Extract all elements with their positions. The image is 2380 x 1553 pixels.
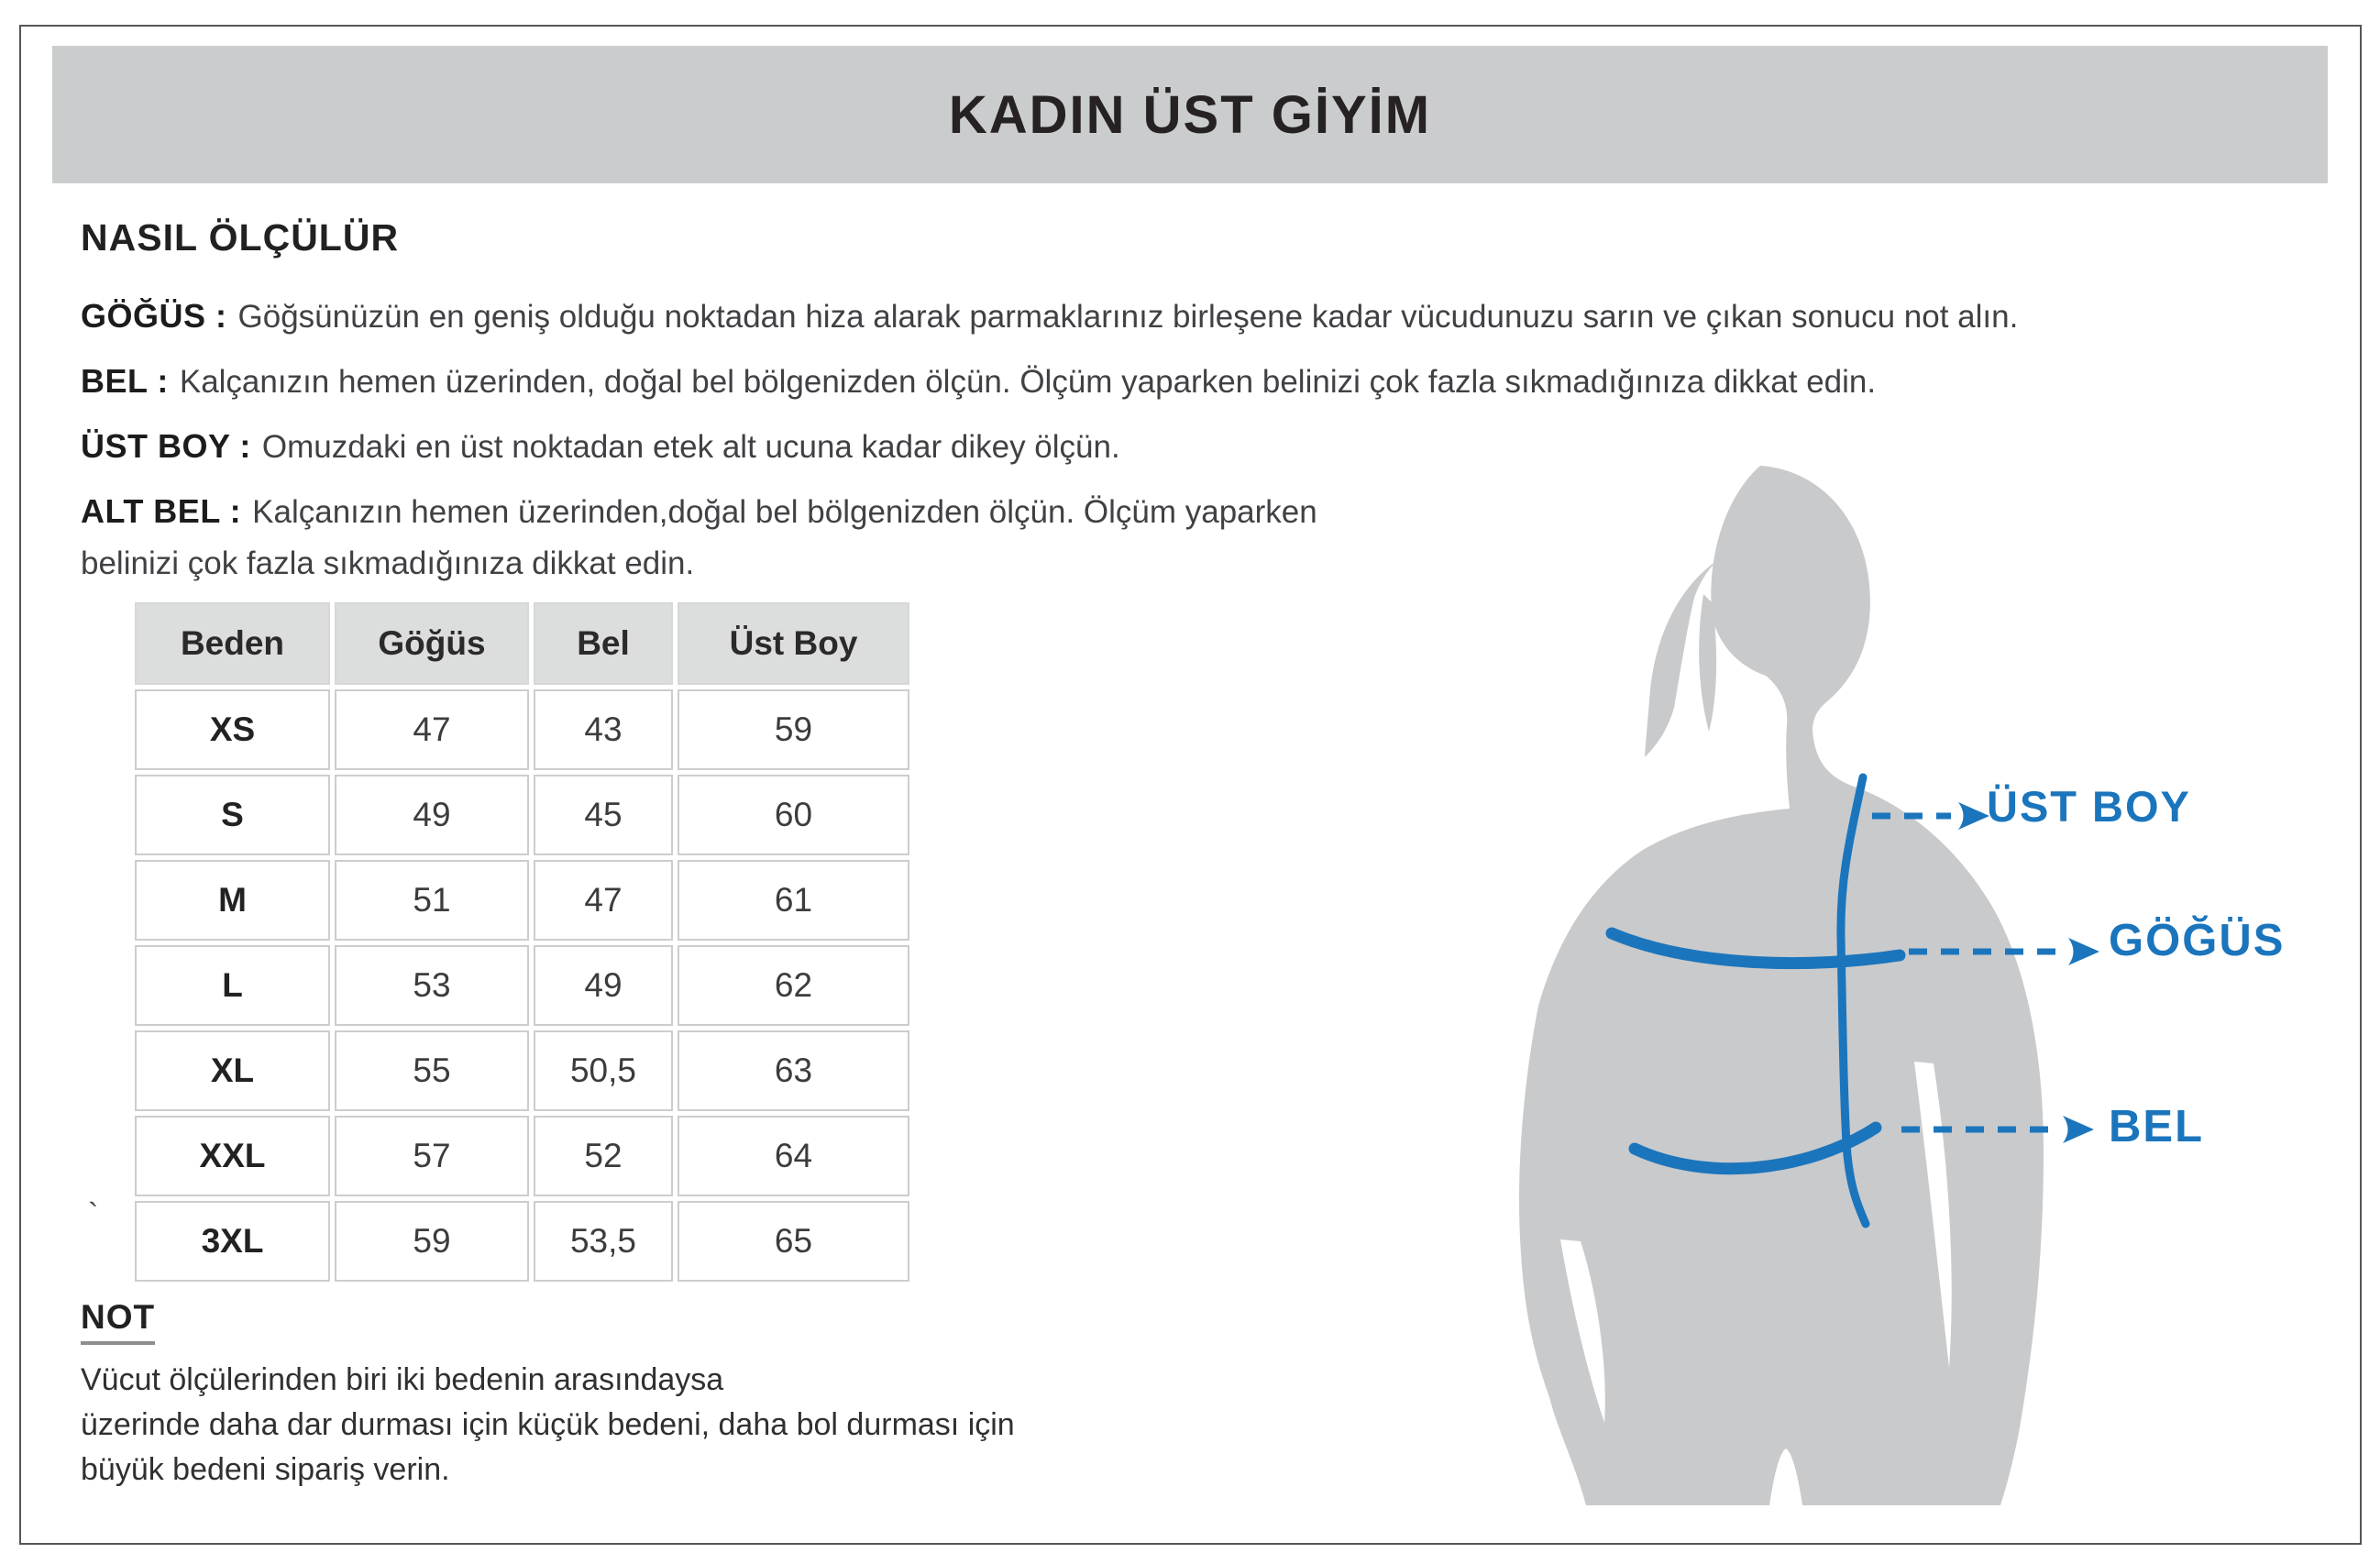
value-cell: 64 [678, 1116, 909, 1196]
title-banner [52, 46, 2328, 183]
ust-boy-label: ÜST BOY [1987, 782, 2191, 831]
ust-boy-arrowhead [1958, 802, 1989, 830]
header-ustboy: Üst Boy [678, 602, 909, 685]
table-row [135, 1116, 909, 1196]
value-cell: 63 [678, 1030, 909, 1111]
note-heading: NOT [81, 1298, 155, 1345]
header-bel: Bel [534, 602, 673, 685]
value-cell: 47 [335, 689, 529, 770]
note-line: üzerinde daha dar durması için küçük bedeni, daha bol durması için [81, 1407, 1015, 1442]
value-cell: 60 [678, 775, 909, 855]
measure-label: ÜST BOY : [81, 427, 251, 465]
table-row [135, 860, 909, 941]
header-gogus: Göğüs [335, 602, 529, 685]
note-line: büyük bedeni sipariş verin. [81, 1452, 450, 1487]
value-cell: 49 [335, 775, 529, 855]
stray-mark: ` [88, 1197, 99, 1232]
bel-label: BEL [2109, 1102, 2204, 1151]
value-cell: 57 [335, 1116, 529, 1196]
how-to-heading: NASIL ÖLÇÜLÜR [81, 216, 400, 259]
size-cell: M [135, 860, 330, 941]
table-row [135, 1201, 909, 1282]
measure-row-bel [81, 356, 2336, 408]
bel-arrowhead [2063, 1116, 2094, 1143]
size-cell: XS [135, 689, 330, 770]
measure-text: Kalçanızın hemen üzerinden, doğal bel bölgenizden ölçün. Ölçüm yaparken belinizi çok fazla sıkmadığınıza dikkat edin. [179, 364, 1877, 400]
value-cell: 47 [534, 860, 673, 941]
value-cell: 50,5 [534, 1030, 673, 1111]
size-cell: XL [135, 1030, 330, 1111]
value-cell: 53 [335, 945, 529, 1026]
table-row [135, 1030, 909, 1111]
measure-label: BEL : [81, 362, 169, 400]
measure-label: GÖĞÜS : [81, 297, 227, 335]
size-cell: L [135, 945, 330, 1026]
value-cell: 45 [534, 775, 673, 855]
figure-illustration [1449, 449, 2365, 1513]
measure-text: Göğsünüzün en geniş olduğu noktadan hiza alarak parmaklarınız birleşene kadar vücudunuzu sarın ve çıkan sonucu not alın. [237, 299, 2019, 335]
gogus-arrowhead [2068, 938, 2099, 965]
table-row [135, 689, 909, 770]
measure-label: ALT BEL : [81, 492, 242, 530]
note-line: Vücut ölçülerinden biri iki bedenin arasındaysa [81, 1362, 724, 1397]
table-header-row [135, 602, 909, 685]
measure-text-line2: belinizi çok fazla sıkmadığınıza dikkat edin. [81, 545, 695, 581]
gogus-label: GÖĞÜS [2109, 916, 2286, 965]
value-cell: 59 [678, 689, 909, 770]
value-cell: 49 [534, 945, 673, 1026]
value-cell: 61 [678, 860, 909, 941]
size-cell: 3XL [135, 1201, 330, 1282]
value-cell: 55 [335, 1030, 529, 1111]
header-beden: Beden [135, 602, 330, 685]
note-section [81, 1298, 1364, 1492]
value-cell: 65 [678, 1201, 909, 1282]
table-row [135, 945, 909, 1026]
value-cell: 43 [534, 689, 673, 770]
measure-text: Omuzdaki en üst noktadan etek alt ucuna kadar dikey ölçün. [261, 429, 1120, 465]
silhouette-ponytail-strand [1699, 594, 1716, 732]
value-cell: 53,5 [534, 1201, 673, 1282]
value-cell: 51 [335, 860, 529, 941]
size-cell: XXL [135, 1116, 330, 1196]
page-title: KADIN ÜST GİYİM [948, 84, 1432, 145]
value-cell: 59 [335, 1201, 529, 1282]
measure-text: Kalçanızın hemen üzerinden,doğal bel bölgenizden ölçün. Ölçüm yaparken [252, 494, 1317, 530]
value-cell: 62 [678, 945, 909, 1026]
size-table [130, 598, 914, 1286]
table-row [135, 775, 909, 855]
value-cell: 52 [534, 1116, 673, 1196]
measure-row-gogus [81, 291, 2336, 343]
size-cell: S [135, 775, 330, 855]
